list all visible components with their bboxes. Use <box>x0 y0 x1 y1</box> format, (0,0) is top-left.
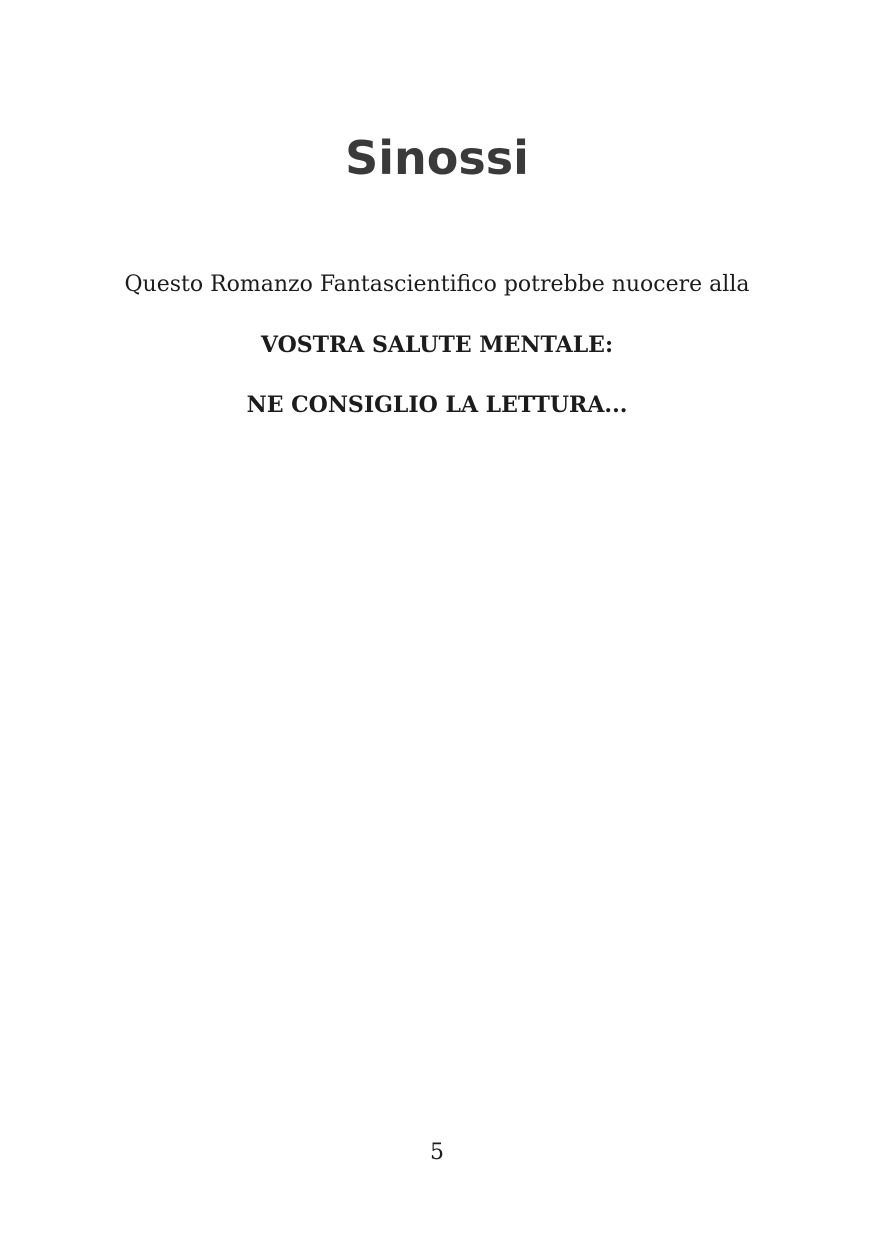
page-title: Sinossi <box>345 131 529 185</box>
synopsis-line-3: NE CONSIGLIO LA LETTURA... <box>246 392 628 418</box>
synopsis-line-2: VOSTRA SALUTE MENTALE: <box>260 332 614 358</box>
synopsis-line-1: Questo Romanzo Fantascientifico potrebbe nuocere alla <box>124 272 750 297</box>
page-number: 5 <box>430 1140 444 1165</box>
